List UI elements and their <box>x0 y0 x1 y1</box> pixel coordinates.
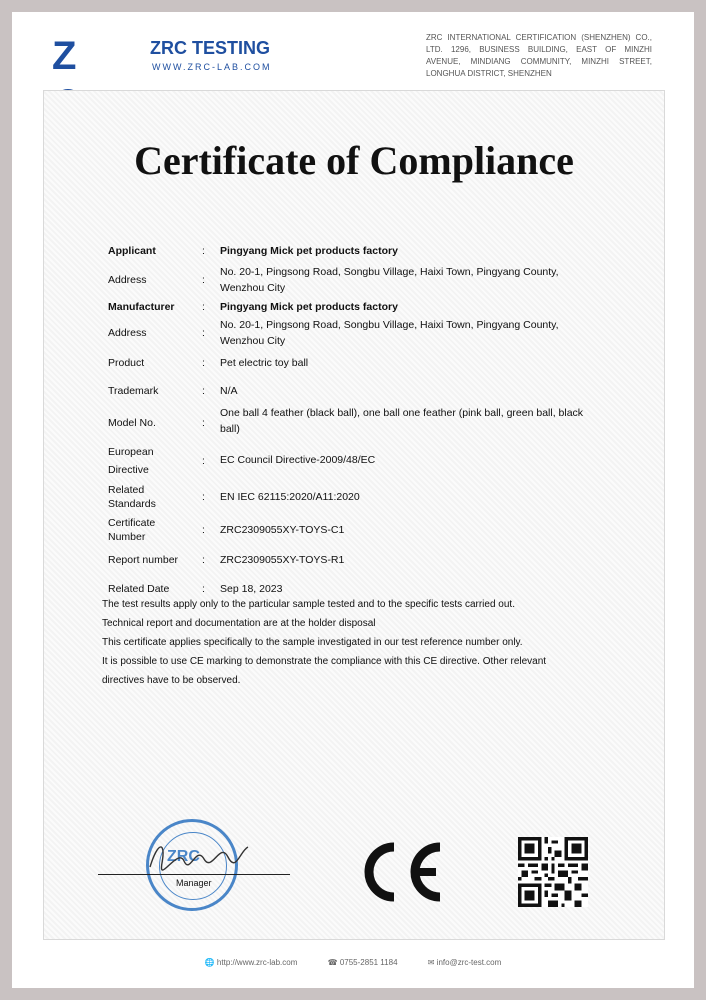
field-value: Sep 18, 2023 <box>220 583 283 595</box>
field-colon: : <box>202 491 205 503</box>
field-label: Related Date <box>108 583 170 595</box>
field-colon: : <box>202 245 205 257</box>
field-colon: : <box>202 583 205 595</box>
logo-website: WWW.ZRC-LAB.COM <box>152 62 272 72</box>
company-address: ZRC INTERNATIONAL CERTIFICATION (SHENZHEN) CO., LTD. 1296, BUSINESS BUILDING, EAST OF MINZHI AVENUE, MINDIANG COMMUNITY, MINZHI STREET, LONGHUA DISTRICT, SHENZHEN <box>426 33 652 78</box>
globe-icon: 🌐 <box>204 958 215 967</box>
note-line: It is possible to use CE marking to demonstrate the compliance with this CE directive. Other relevant directives have to be observed. <box>102 656 547 686</box>
field-colon: : <box>202 385 205 397</box>
field-colon: : <box>202 357 205 369</box>
logo-mark: Z <box>52 34 84 166</box>
footer-email[interactable]: ✉ info@zrc-test.com <box>427 958 502 967</box>
field-value: ZRC2309055XY-TOYS-R1 <box>220 554 345 566</box>
field-value: One ball 4 feather (black ball), one ball one feather (pink ball, green ball, black ball) <box>220 407 584 435</box>
field-colon: : <box>202 327 205 339</box>
field-colon: : <box>202 455 205 467</box>
field-value: EC Council Directive-2009/48/EC <box>220 454 376 466</box>
field-label: Certificate Number <box>108 517 156 543</box>
field-colon: : <box>202 274 205 286</box>
field-label: Trademark <box>108 385 159 397</box>
field-value: No. 20-1, Pingsong Road, Songbu Village, Haixi Town, Pingyang County, Wenzhou City <box>220 266 559 294</box>
field-colon: : <box>202 301 205 313</box>
logo-name: ZRC TESTING <box>150 38 270 58</box>
signature-line <box>98 874 290 875</box>
signature-image <box>144 837 254 877</box>
field-value: ZRC2309055XY-TOYS-C1 <box>220 524 345 536</box>
field-colon: : <box>202 554 205 566</box>
field-value: No. 20-1, Pingsong Road, Songbu Village, Haixi Town, Pingyang County, Wenzhou City <box>220 319 559 347</box>
field-value: EN IEC 62115:2020/A11:2020 <box>220 491 360 503</box>
field-colon: : <box>202 417 205 429</box>
note-line: This certificate applies specifically to the sample investigated in our test reference number only. <box>102 637 523 648</box>
mail-icon: ✉ <box>427 958 435 967</box>
field-colon: : <box>202 524 205 536</box>
footer-website[interactable]: 🌐 http://www.zrc-lab.com <box>204 958 298 967</box>
stamp-text: ZRC <box>167 848 200 865</box>
field-label: Product <box>108 357 145 369</box>
note-line: The test results apply only to the particular sample tested and to the specific tests carried out. <box>102 599 515 610</box>
field-value: N/A <box>220 385 238 397</box>
certificate-title: Certificate of Compliance <box>134 138 574 183</box>
field-label: Report number <box>108 554 179 566</box>
field-value: Pingyang Mick pet products factory <box>220 245 398 257</box>
signature-label: Manager <box>176 878 212 888</box>
field-value: Pet electric toy ball <box>220 357 309 369</box>
footer-phone: ☎ 0755-2851 1184 <box>327 958 398 967</box>
certificate-sheet <box>12 12 694 988</box>
note-line: Technical report and documentation are at the holder disposal <box>102 618 376 629</box>
field-label: European Directive <box>108 446 154 476</box>
field-label: Manufacturer <box>108 301 175 313</box>
field-label: Model No. <box>108 417 156 429</box>
field-label: Address <box>108 327 147 339</box>
ce-mark-icon <box>356 841 446 903</box>
field-label: Address <box>108 274 147 286</box>
qr-code-icon <box>518 837 588 907</box>
phone-icon: ☎ <box>327 958 338 967</box>
compliance-notes <box>102 595 582 690</box>
footer <box>12 958 694 967</box>
field-value: Pingyang Mick pet products factory <box>220 301 398 313</box>
certificate-frame <box>43 90 665 940</box>
field-label: Related Standards <box>108 484 156 510</box>
field-label: Applicant <box>108 245 156 257</box>
